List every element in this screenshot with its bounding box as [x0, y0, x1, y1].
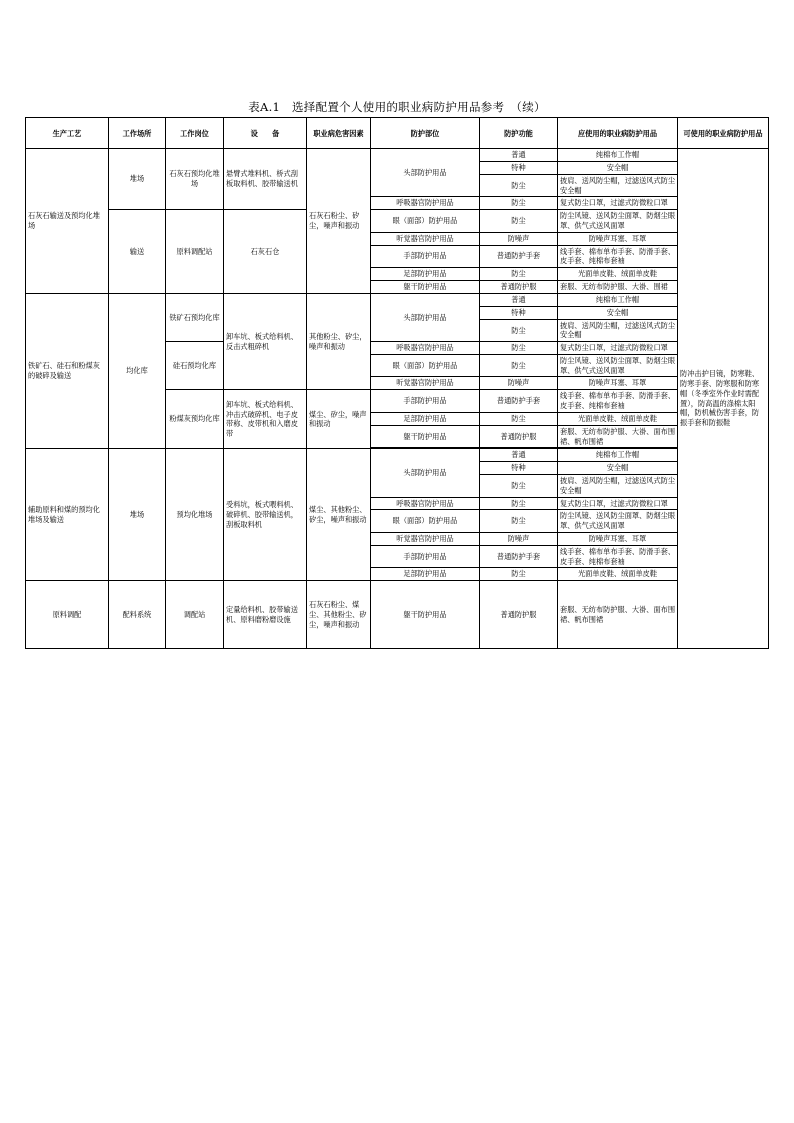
page-title: 表A.1 选择配置个人使用的职业病防护用品参考 （续）	[248, 100, 546, 114]
post-cell: 预均化堆场	[166, 449, 224, 581]
post-cell: 铁矿石预均化库	[166, 293, 224, 341]
required-cell: 防噪声耳塞、耳罩	[558, 377, 678, 390]
function-cell: 防尘	[480, 510, 558, 532]
function-cell: 防噪声	[480, 232, 558, 245]
function-cell: 防尘	[480, 497, 558, 510]
required-cell: 复式防尘口罩，过滤式防微粒口罩	[558, 497, 678, 510]
function-cell: 特种	[480, 162, 558, 175]
function-cell: 防尘	[480, 175, 558, 197]
body-part-cell: 听觉器官防护用品	[371, 232, 480, 245]
body-part-cell: 足部防护用品	[371, 412, 480, 425]
function-cell: 防尘	[480, 268, 558, 281]
function-cell: 防尘	[480, 197, 558, 210]
required-cell: 光面单皮鞋、绒面单皮鞋	[558, 412, 678, 425]
function-cell: 普通防护手套	[480, 245, 558, 267]
body-part-cell: 头部防护用品	[371, 449, 480, 497]
required-cell: 光面单皮鞋、绒面单皮鞋	[558, 268, 678, 281]
process-cell: 辅助原料和煤的预均化堆场及输送	[26, 449, 109, 581]
header-body-part: 防护部位	[371, 118, 480, 149]
required-cell: 安全帽	[558, 462, 678, 475]
post-cell: 原料调配站	[166, 210, 224, 294]
location-cell: 堆场	[109, 449, 166, 581]
body-part-cell: 头部防护用品	[371, 293, 480, 341]
body-part-cell: 呼吸器官防护用品	[371, 497, 480, 510]
required-cell: 纯棉布工作帽	[558, 449, 678, 462]
post-cell: 调配站	[166, 581, 224, 649]
required-cell: 光面单皮鞋、绒面单皮鞋	[558, 568, 678, 581]
equipment-cell: 悬臂式堆料机、桥式刮板取料机、胶带输送机	[224, 149, 307, 210]
body-part-cell: 呼吸器官防护用品	[371, 342, 480, 355]
required-cell: 披肩、送风防尘帽，过滤送风式防尘安全帽	[558, 175, 678, 197]
body-part-cell: 躯干防护用品	[371, 281, 480, 294]
hazard-cell: 煤尘、矽尘，噪声和振动	[307, 390, 371, 449]
body-part-cell: 手部防护用品	[371, 245, 480, 267]
function-cell: 防尘	[480, 412, 558, 425]
equipment-cell: 卸车坑、板式给料机、反击式粗碎机	[224, 293, 307, 390]
function-cell: 普通防护手套	[480, 390, 558, 412]
required-cell: 安全帽	[558, 162, 678, 175]
table-row	[26, 449, 769, 462]
body-part-cell: 手部防护用品	[371, 390, 480, 412]
hazard-cell: 石灰石粉尘、矽尘，噪声和振动	[307, 149, 371, 294]
required-cell: 披肩、送风防尘帽，过滤送风式防尘安全帽	[558, 475, 678, 497]
function-cell: 防尘	[480, 210, 558, 232]
required-cell: 纯棉布工作帽	[558, 293, 678, 306]
function-cell: 特种	[480, 306, 558, 319]
required-cell: 套服、无纺布防护服、大褂、面布围裙、帆布围裙	[558, 425, 678, 447]
function-cell: 普通防护服	[480, 281, 558, 294]
required-cell: 安全帽	[558, 306, 678, 319]
function-cell: 普通	[480, 149, 558, 162]
process-cell: 石灰石输送及预均化堆场	[26, 149, 109, 294]
required-cell: 线手套、棉布单布手套、防滑手套、皮手套、纯棉布套袖	[558, 390, 678, 412]
function-cell: 防尘	[480, 475, 558, 497]
header-location: 工作场所	[109, 118, 166, 149]
function-cell: 防尘	[480, 319, 558, 341]
equipment-cell: 受料坑，板式喂料机、破碎机、胶带输送机，刮板取料机	[224, 449, 307, 581]
function-cell: 普通	[480, 293, 558, 306]
required-cell: 防尘风镜、送风防尘面罩、防烟尘眼罩、供气式送风面罩	[558, 354, 678, 376]
required-cell: 披肩、送风防尘帽，过滤送风式防尘安全帽	[558, 319, 678, 341]
function-cell: 普通防护服	[480, 581, 558, 649]
location-cell: 输送	[109, 210, 166, 294]
required-cell: 复式防尘口罩，过滤式防微粒口罩	[558, 197, 678, 210]
body-part-cell: 头部防护用品	[371, 149, 480, 197]
hazard-cell: 煤尘、其他粉尘、矽尘，噪声和振动	[307, 449, 371, 581]
hazard-cell: 石灰石粉尘、煤尘、其他粉尘、矽尘，噪声和振动	[307, 581, 371, 649]
body-part-cell: 呼吸器官防护用品	[371, 197, 480, 210]
process-cell: 原料调配	[26, 581, 109, 649]
required-cell: 防尘风镜、送风防尘面罩、防烟尘眼罩、供气式送风面罩	[558, 210, 678, 232]
ppe-table	[25, 117, 769, 649]
header-post: 工作岗位	[166, 118, 224, 149]
required-cell: 套服、无纺布防护服、大褂、围裙	[558, 281, 678, 294]
location-cell: 配料系统	[109, 581, 166, 649]
header-optional: 可使用的职业病防护用品	[678, 118, 769, 149]
body-part-cell: 手部防护用品	[371, 545, 480, 567]
function-cell: 普通防护服	[480, 425, 558, 447]
body-part-cell: 听觉器官防护用品	[371, 377, 480, 390]
required-cell: 纯棉布工作帽	[558, 149, 678, 162]
equipment-cell: 定量给料机、胶带输送机、原料磨粉磨设施	[224, 581, 307, 649]
process-cell: 铁矿石、硅石和粉煤灰的破碎及输送	[26, 293, 109, 448]
body-part-cell: 眼（面部）防护用品	[371, 510, 480, 532]
table-row	[26, 149, 769, 162]
header-equipment: 设 备	[224, 118, 307, 149]
header-hazard: 职业病危害因素	[307, 118, 371, 149]
required-cell: 线手套、棉布单布手套、防滑手套、皮手套、纯棉布套袖	[558, 245, 678, 267]
equipment-cell: 石灰石仓	[224, 210, 307, 294]
required-cell: 线手套、棉布单布手套、防滑手套、皮手套、纯棉布套袖	[558, 545, 678, 567]
required-cell: 套服、无纺布防护服、大褂、面布围裙、帆布围裙	[558, 581, 678, 649]
body-part-cell: 眼（面部）防护用品	[371, 354, 480, 376]
post-cell: 石灰石预均化堆场	[166, 149, 224, 210]
optional-cell: 防冲击护目镜，防寒鞋、防寒手套、防寒服和防寒帽（冬季室外作业时需配置），防高温的涤棉太阳帽，防机械伤害手套，防振手套和防振鞋	[678, 149, 769, 649]
function-cell: 防噪声	[480, 532, 558, 545]
hazard-cell: 其他粉尘、矽尘，噪声和振动	[307, 293, 371, 390]
body-part-cell: 听觉器官防护用品	[371, 532, 480, 545]
table-row	[26, 210, 769, 232]
function-cell: 普通	[480, 449, 558, 462]
table-row	[26, 581, 769, 649]
post-cell: 硅石预均化库	[166, 342, 224, 390]
body-part-cell: 足部防护用品	[371, 268, 480, 281]
function-cell: 防尘	[480, 568, 558, 581]
table-row	[26, 293, 769, 306]
required-cell: 防尘风镜、送风防尘面罩、防烟尘眼罩、供气式送风面罩	[558, 510, 678, 532]
location-cell: 堆场	[109, 149, 166, 210]
body-part-cell: 足部防护用品	[371, 568, 480, 581]
required-cell: 防噪声耳塞、耳罩	[558, 532, 678, 545]
header-function: 防护功能	[480, 118, 558, 149]
function-cell: 防尘	[480, 342, 558, 355]
required-cell: 防噪声耳塞、耳罩	[558, 232, 678, 245]
function-cell: 普通防护手套	[480, 545, 558, 567]
equipment-cell: 卸车坑、板式给料机、冲击式破碎机、电子皮带称、皮带机和入磨皮带	[224, 390, 307, 449]
function-cell: 防噪声	[480, 377, 558, 390]
function-cell: 特种	[480, 462, 558, 475]
header-process: 生产工艺	[26, 118, 109, 149]
body-part-cell: 眼（面部）防护用品	[371, 210, 480, 232]
function-cell: 防尘	[480, 354, 558, 376]
header-required: 应使用的职业病防护用品	[558, 118, 678, 149]
required-cell: 复式防尘口罩，过滤式防微粒口罩	[558, 342, 678, 355]
body-part-cell: 躯干防护用品	[371, 425, 480, 447]
post-cell: 粉煤灰预均化库	[166, 390, 224, 449]
location-cell: 均化库	[109, 293, 166, 448]
body-part-cell: 躯干防护用品	[371, 581, 480, 649]
header-row	[26, 118, 769, 149]
